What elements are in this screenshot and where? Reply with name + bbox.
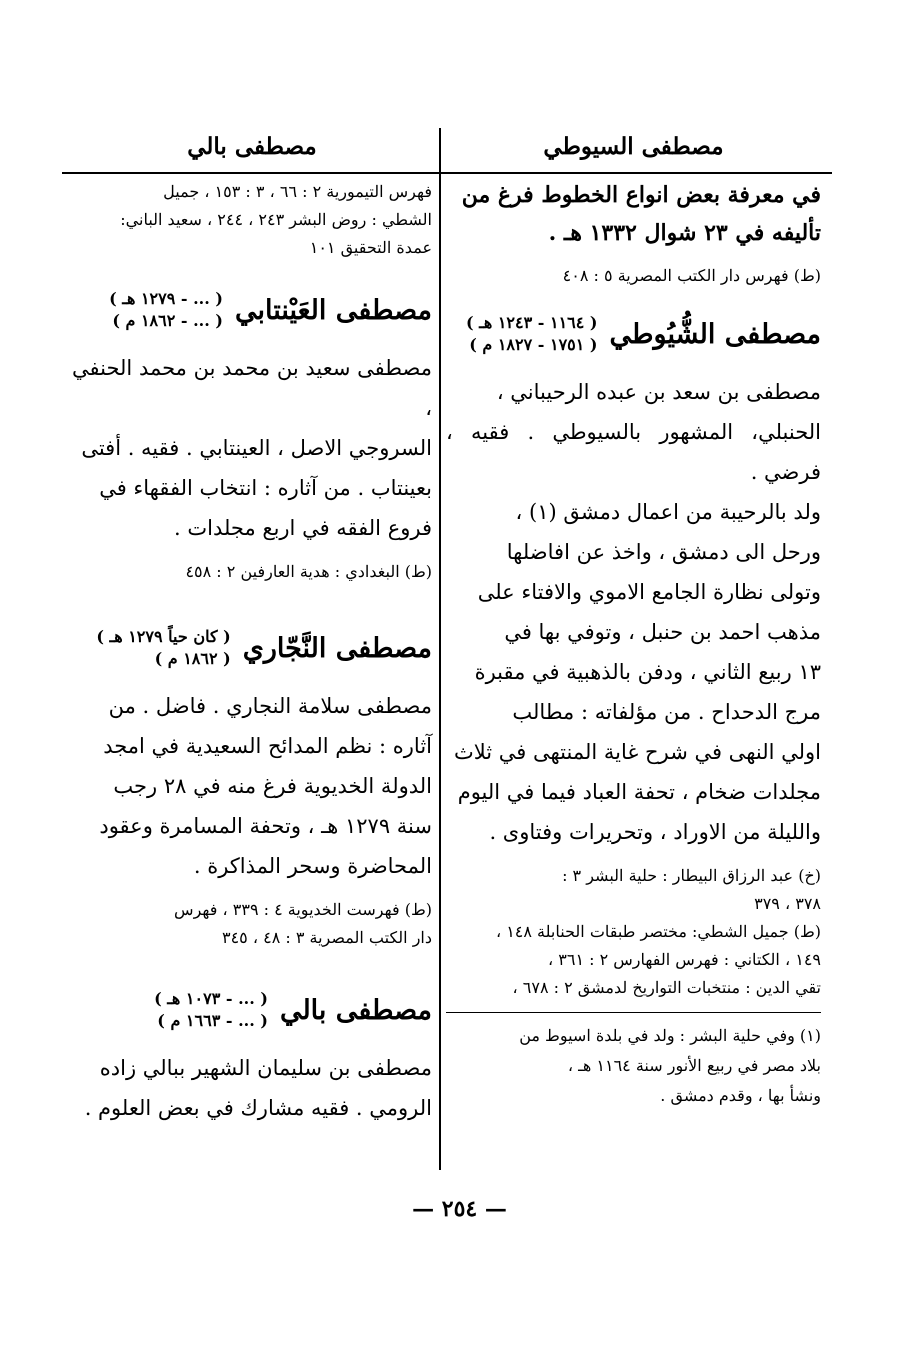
body-line: بعينتاب . من آثاره : انتخاب الفقهاء في [99,476,432,500]
entry-name: مصطفى النَّجّاري [242,632,432,664]
entry-heading [72,288,432,332]
continuation-reference: (ط) فهرس دار الكتب المصرية ٥ : ٤٠٨ [562,266,821,285]
entry-dates [109,288,223,332]
body-line: مرج الدحداح . من مؤلفاته : مطالب [512,700,821,724]
entry-heading [72,626,432,670]
entry-references [446,862,821,1002]
body-line: الحنبلي، المشهور بالسيوطي . فقيه ، فرضي . [446,420,821,484]
reference-line: تقي الدين : منتخبات التواريخ لدمشق ٢ : ٦٧٨ ، [512,978,821,997]
entry-name: مصطفى العَيْنتابي [234,294,432,326]
dates-hijri: ( كان حياً ١٢٧٩ هـ ) [96,627,231,646]
reference-line: (ط) فهرست الخديوية ٤ : ٣٣٩ ، فهرس [174,900,432,919]
reference-line: فهرس التيمورية ٢ : ٦٦ ، ٣ : ١٥٣ ، جميل [163,182,432,201]
dates-gregorian: ( ١٨٦٢ م ) [154,649,231,668]
entry-dates [466,312,598,356]
continuation-line: في معرفة بعض انواع الخطوط فرغ من [461,182,821,208]
continuation-line: تأليفه في ٢٣ شوال ١٣٣٢ هـ . [548,220,821,246]
footnote-line: ونشأ بها ، وقدم دمشق . [660,1086,821,1105]
dates-hijri: ( ... - ١٢٧٩ هـ ) [109,289,223,308]
entry-name: مصطفى الشُّيُوطي [609,318,821,350]
reference-line: الشطي : روض البشر ٢٤٣ ، ٢٤٤ ، سعيد الباني: [120,210,432,229]
footnote [446,1021,821,1111]
dates-gregorian: ( ١٧٥١ - ١٨٢٧ م ) [469,335,598,354]
entry-body [446,372,821,852]
reference-line: دار الكتب المصرية ٣ : ٤٨ ، ٣٤٥ [221,928,432,947]
body-line: مذهب احمد بن حنبل ، وتوفي بها في [504,620,821,644]
reference-line: ١٤٩ ، الكتاني : فهرس الفهارس ٢ : ٣٦١ ، [548,950,821,969]
body-line: مصطفى بن سعد بن عبده الرحيباني ، [496,380,821,404]
body-line: اولي النهى في شرح غاية المنتهى في ثلاث [453,740,821,764]
entry-body [72,1048,432,1128]
body-line: مصطفى سعيد بن محمد بن محمد الحنفي ، [72,356,432,420]
reference-line: (ط) البغدادي : هدية العارفين ٢ : ٤٥٨ [185,562,432,581]
left-running-header: مصطفى بالي [187,133,317,160]
body-line: مصطفى سلامة النجاري . فاضل . من [108,694,432,718]
body-line: وتولى نظارة الجامع الاموي والافتاء على [477,580,821,604]
dates-hijri: ( ... - ١٠٧٣ هـ ) [154,989,268,1008]
column-divider [439,128,441,1170]
body-line: مجلدات ضخام ، تحفة العباد فيما في اليوم [457,780,821,804]
body-line: ١٣ ربيع الثاني ، ودفن بالذهبية في مقبرة [474,660,821,684]
page-number: — ٢٥٤ — [412,1196,507,1222]
dates-gregorian: ( ... - ١٦٦٣ م ) [157,1011,268,1030]
body-line: المحاضرة وسحر المذاكرة . [193,854,432,878]
body-line: الرومي . فقيه مشارك في بعض العلوم . [84,1096,432,1120]
left-column [72,126,432,1128]
body-line: آثاره : نظم المدائح السعيدية في امجد [103,734,432,758]
body-line: مصطفى بن سليمان الشهير ببالي زاده [99,1056,432,1080]
right-column [446,126,821,1111]
reference-line: عمدة التحقيق ١٠١ [309,238,432,257]
right-running-header: مصطفى السيوطي [543,133,724,160]
footnote-line: (١) وفي حلية البشر : ولد في بلدة اسيوط من [519,1026,821,1045]
body-line: فروع الفقه في اربع مجلدات . [173,516,432,540]
entry-body [72,686,432,886]
reference-line: (خ) عبد الرزاق البيطار : حلية البشر ٣ : [562,866,821,885]
dates-gregorian: ( ... - ١٨٦٢ م ) [112,311,223,330]
body-line: الدولة الخديوية فرغ منه في ٢٨ رجب [113,774,432,798]
body-line: والليلة من الاوراد ، وتحريرات وفتاوى . [489,820,821,844]
body-line: ولد بالرحيبة من اعمال دمشق (١) ، [515,500,821,524]
entry-name: مصطفى بالي [279,994,432,1026]
reference-line: (ط) جميل الشطي: مختصر طبقات الحنابلة ١٤٨ ، [495,922,821,941]
entry-heading [72,988,432,1032]
reference-line: ٣٧٨ ، ٣٧٩ [754,894,821,913]
entry-dates [154,988,268,1032]
body-line: سنة ١٢٧٩ هـ ، وتحفة المسامرة وعقود [99,814,432,838]
body-line: السروجي الاصل ، العينتابي . فقيه . أفتى [81,436,432,460]
entry-dates [96,626,230,670]
body-line: ورحل الى دمشق ، واخذ عن افاضلها [506,540,821,564]
dates-hijri: ( ١١٦٤ - ١٢٤٣ هـ ) [465,313,598,332]
footnote-line: بلاد مصر في ربيع الأنور سنة ١١٦٤ هـ ، [567,1056,821,1075]
entry-heading [446,312,821,356]
entry-body [72,348,432,548]
footnote-rule [446,1012,821,1013]
continuation-references [72,178,432,262]
